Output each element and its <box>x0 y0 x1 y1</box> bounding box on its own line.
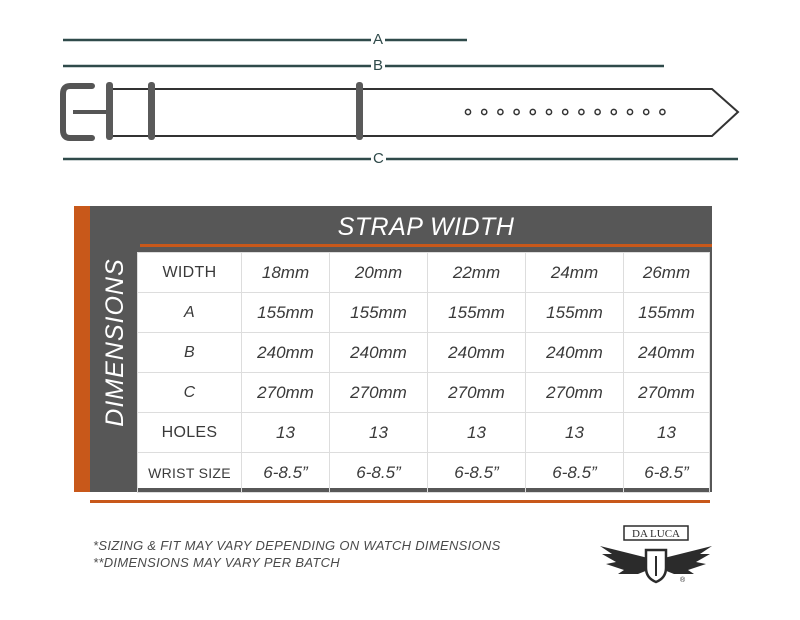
table-cell: 6-8.5” <box>428 453 526 493</box>
table-cell: 270mm <box>428 373 526 413</box>
table-cell: 13 <box>428 413 526 453</box>
strap-hole <box>563 109 568 114</box>
strap-hole <box>546 109 551 114</box>
dimensions-side-label: DIMENSIONS <box>101 258 129 427</box>
strap-hole <box>595 109 600 114</box>
keeper-3 <box>356 82 363 140</box>
table-cell: 240mm <box>624 333 710 373</box>
table-row <box>138 413 710 453</box>
strap-hole <box>660 109 665 114</box>
strap-hole <box>465 109 470 114</box>
table-row <box>138 453 710 493</box>
strap-hole <box>611 109 616 114</box>
strap-hole <box>514 109 519 114</box>
table-cell: 270mm <box>526 373 624 413</box>
table-cell: 270mm <box>624 373 710 413</box>
strap-hole <box>530 109 535 114</box>
table-cell: 13 <box>330 413 428 453</box>
keeper-1 <box>106 82 113 140</box>
table-cell: 13 <box>526 413 624 453</box>
table-cell: 240mm <box>242 333 330 373</box>
dimension-label-a: A <box>373 31 384 48</box>
table-cell: 6-8.5” <box>526 453 624 493</box>
table-cell: 270mm <box>330 373 428 413</box>
footnote-1: *SIZING & FIT MAY VARY DEPENDING ON WATCH DIMENSIONS <box>93 538 501 553</box>
table-cell: 6-8.5” <box>624 453 710 493</box>
table-cell: 22mm <box>428 253 526 293</box>
table-cell: 155mm <box>330 293 428 333</box>
chart-title: STRAP WIDTH <box>337 213 515 241</box>
table-cell: 26mm <box>624 253 710 293</box>
table-cell: 155mm <box>526 293 624 333</box>
row-header: A <box>138 293 242 333</box>
strap-hole <box>644 109 649 114</box>
accent-side-bar <box>74 206 90 492</box>
table-cell: 6-8.5” <box>242 453 330 493</box>
table-cell: 18mm <box>242 253 330 293</box>
dimension-label-c: C <box>373 150 384 167</box>
accent-underline <box>90 500 710 503</box>
row-header: WRIST SIZE <box>138 453 242 493</box>
footnotes <box>93 537 501 571</box>
strap-hole <box>627 109 632 114</box>
registered-mark: ® <box>680 577 686 584</box>
table-cell: 13 <box>242 413 330 453</box>
row-header: B <box>138 333 242 373</box>
table-cell: 20mm <box>330 253 428 293</box>
dimension-label-b: B <box>373 57 384 74</box>
table-cell: 240mm <box>526 333 624 373</box>
keeper-2 <box>148 82 155 140</box>
table-cell: 240mm <box>330 333 428 373</box>
strap-diagram <box>0 0 800 190</box>
da-luca-logo <box>598 520 714 588</box>
title-rule <box>140 244 712 247</box>
table-cell: 6-8.5” <box>330 453 428 493</box>
table-cell: 240mm <box>428 333 526 373</box>
row-header: C <box>138 373 242 413</box>
strap-hole <box>579 109 584 114</box>
table-cell: 155mm <box>624 293 710 333</box>
table-row <box>138 293 710 333</box>
table-cell: 270mm <box>242 373 330 413</box>
row-header: HOLES <box>138 413 242 453</box>
table-row <box>138 373 710 413</box>
table-row <box>138 333 710 373</box>
logo-text: DA LUCA <box>632 528 680 540</box>
table-cell: 13 <box>624 413 710 453</box>
strap-hole <box>498 109 503 114</box>
footnote-2: **DIMENSIONS MAY VARY PER BATCH <box>93 555 340 570</box>
size-table <box>137 252 709 488</box>
row-header: WIDTH <box>138 253 242 293</box>
table-cell: 24mm <box>526 253 624 293</box>
table-cell: 155mm <box>242 293 330 333</box>
table-cell: 155mm <box>428 293 526 333</box>
table-row <box>138 253 710 293</box>
strap-hole <box>482 109 487 114</box>
